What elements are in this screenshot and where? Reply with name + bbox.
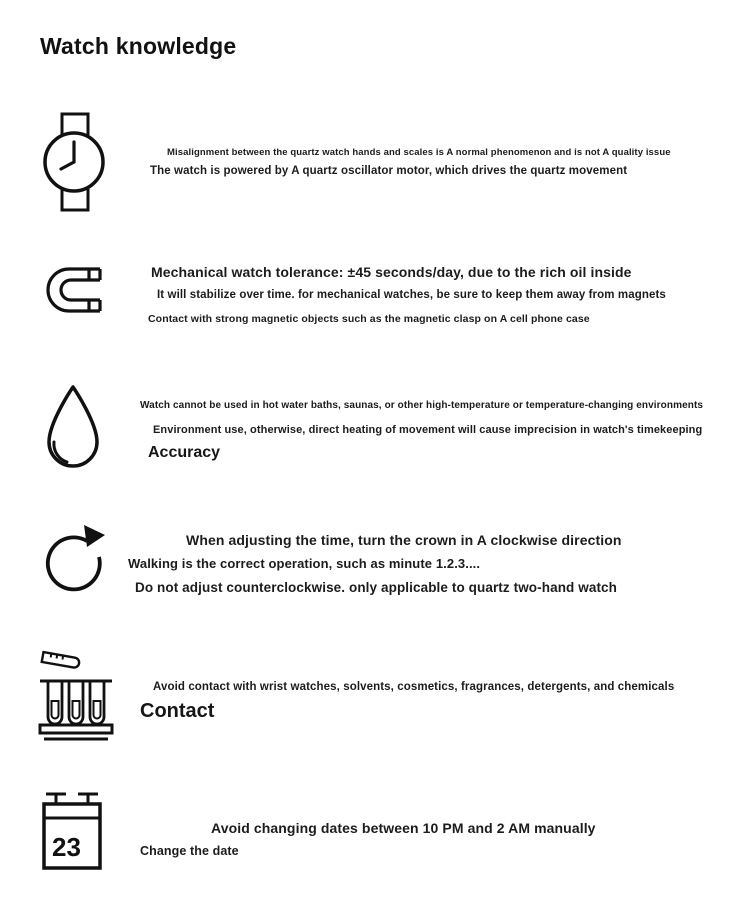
magnet-icon: [42, 260, 104, 320]
water-drop-icon: [40, 382, 106, 476]
text-line: Mechanical watch tolerance: ±45 seconds/day, due to the rich oil inside: [151, 264, 632, 280]
calendar-day-number: 23: [52, 832, 81, 862]
text-line: Walking is the correct operation, such as minute 1.2.3....: [128, 556, 481, 571]
text-line: Misalignment between the quartz watch hands and scales is A normal phenomenon and is not A quality issue: [167, 147, 671, 158]
calendar-icon: [40, 788, 104, 872]
page-title: Watch knowledge: [40, 33, 237, 59]
text-line: Avoid contact with wrist watches, solvents, cosmetics, fragrances, detergents, and chemicals: [153, 681, 675, 693]
text-line: Avoid changing dates between 10 PM and 2 AM manually: [211, 820, 596, 836]
clockwise-arrow-icon: [42, 522, 110, 600]
text-line: When adjusting the time, turn the crown in A clockwise direction: [186, 532, 622, 548]
wristwatch-icon: [42, 112, 106, 212]
text-line: Do not adjust counterclockwise. only applicable to quartz two-hand watch: [135, 580, 617, 595]
text-line: The watch is powered by A quartz oscillator motor, which drives the quartz movement: [150, 165, 628, 177]
section-heading: Accuracy: [148, 444, 221, 461]
text-line: Change the date: [140, 844, 239, 858]
chemicals-icon: [38, 645, 116, 741]
section-heading: Contact: [140, 700, 215, 722]
text-line: Environment use, otherwise, direct heating of movement will cause imprecision in watch's timekeeping: [153, 424, 703, 436]
text-line: Contact with strong magnetic objects such as the magnetic clasp on A cell phone case: [148, 313, 590, 325]
text-line: Watch cannot be used in hot water baths, saunas, or other high-temperature or temperature-changing environments: [140, 400, 704, 411]
text-line: It will stabilize over time. for mechanical watches, be sure to keep them away from magnets: [157, 289, 666, 301]
